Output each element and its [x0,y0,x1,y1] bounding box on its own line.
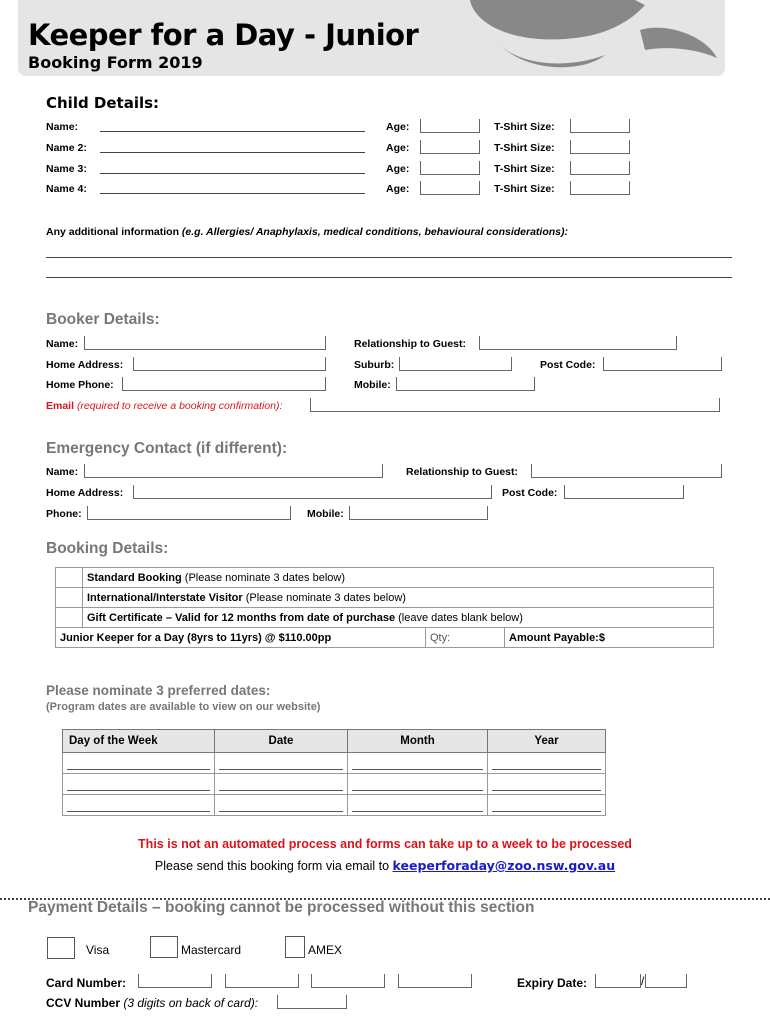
dates-table [62,729,606,816]
mastercard-checkbox[interactable] [150,936,178,958]
send-instructions: Please send this booking form via email to keeperforaday@zoo.nsw.gov.au [154,858,616,873]
emergency-phone-label: Phone: [46,508,82,520]
mastercard-label: Mastercard [181,943,242,957]
additional-info-label: Any additional information (e.g. Allergies/ Anaphylaxis, medical conditions, behavioural considerations): [46,226,568,238]
booking-option-checkbox[interactable] [56,588,83,608]
booking-product-row [56,628,714,648]
booking-option-label: Gift Certificate – Valid for 12 months from date of purchase (leave dates blank below) [83,608,714,628]
dates-subheading: (Program dates are available to view on our website) [46,701,321,713]
child-tshirt-label: T-Shirt Size: [494,163,555,175]
booker-address-field[interactable] [133,357,326,371]
child-tshirt-field[interactable] [570,181,630,195]
child-name-field[interactable] [100,181,365,194]
date-input[interactable] [492,798,601,812]
booker-name-label: Name: [46,338,79,350]
booker-postcode-label: Post Code: [540,359,596,371]
zoo-logo-graphic [455,0,720,72]
booking-option-label: International/Interstate Visitor (Please nominate 3 dates below) [83,588,714,608]
date-input[interactable] [352,798,483,812]
booker-phone-label: Home Phone: [46,379,114,391]
booker-address-label: Home Address: [46,359,124,371]
child-age-label: Age: [386,142,410,154]
child-name-field[interactable] [100,161,365,174]
card-number-group-1[interactable] [138,974,212,988]
date-input[interactable] [352,777,483,791]
dates-header-row [63,730,606,753]
emergency-phone-field[interactable] [87,506,291,520]
booker-email-label: Email (required to receive a booking confirmation): [46,400,283,412]
booker-postcode-field[interactable] [603,357,722,371]
child-age-label: Age: [386,183,410,195]
col-year: Year [488,730,606,753]
emergency-address-field[interactable] [133,485,492,499]
additional-info-line-1[interactable] [46,245,732,258]
date-input[interactable] [219,756,343,770]
date-input[interactable] [492,777,601,791]
child-name-label: Name 4: [46,183,87,195]
emergency-name-field[interactable] [84,464,383,478]
date-input[interactable] [67,777,210,791]
expiry-year-field[interactable] [645,974,687,988]
child-tshirt-field[interactable] [570,161,630,175]
child-name-label: Name 3: [46,163,87,175]
child-age-label: Age: [386,121,410,133]
expiry-separator: / [641,974,645,988]
booking-amount-label[interactable]: Amount Payable:$ [505,628,714,648]
child-tshirt-field[interactable] [570,119,630,133]
booker-name-field[interactable] [84,336,326,350]
booker-relationship-label: Relationship to Guest: [354,338,467,350]
date-input[interactable] [219,798,343,812]
child-name-field[interactable] [100,140,365,153]
card-number-group-4[interactable] [398,974,472,988]
child-name-field[interactable] [100,119,365,132]
processing-warning: This is not an automated process and forms can take up to a week to be processed [138,837,632,851]
booker-mobile-label: Mobile: [354,379,391,391]
child-details-heading: Child Details: [46,94,160,112]
booking-option-row [56,588,714,608]
page-title: Keeper for a Day - Junior [28,18,419,52]
card-number-group-2[interactable] [225,974,299,988]
emergency-relationship-field[interactable] [531,464,722,478]
child-tshirt-field[interactable] [570,140,630,154]
child-age-field[interactable] [420,119,480,133]
payment-heading: Payment Details – booking cannot be processed without this section [28,899,535,916]
child-age-label: Age: [386,163,410,175]
expiry-label: Expiry Date: [517,976,588,990]
booker-email-field[interactable] [310,398,720,412]
email-link[interactable]: keeperforaday@zoo.nsw.gov.au [392,858,616,873]
col-month: Month [348,730,488,753]
date-input[interactable] [352,756,483,770]
booking-option-label: Standard Booking (Please nominate 3 dates below) [83,568,714,588]
child-tshirt-label: T-Shirt Size: [494,142,555,154]
booker-mobile-field[interactable] [396,377,535,391]
booker-relationship-field[interactable] [479,336,677,350]
child-name-label: Name 2: [46,142,87,154]
emergency-relationship-label: Relationship to Guest: [406,466,519,478]
booking-product-label: Junior Keeper for a Day (8yrs to 11yrs) @ $110.00pp [56,628,426,648]
booker-suburb-label: Suburb: [354,359,395,371]
emergency-postcode-field[interactable] [564,485,684,499]
amex-checkbox[interactable] [285,936,305,958]
booking-option-row [56,568,714,588]
emergency-mobile-field[interactable] [349,506,488,520]
emergency-mobile-label: Mobile: [307,508,344,520]
child-name-label: Name: [46,121,79,133]
booking-qty-label: Qty: [426,628,505,648]
emergency-postcode-label: Post Code: [502,487,558,499]
emergency-address-label: Home Address: [46,487,124,499]
date-input[interactable] [67,798,210,812]
dates-row [63,774,606,795]
child-age-field[interactable] [420,181,480,195]
page-subtitle: Booking Form 2019 [28,53,203,72]
booking-details-heading: Booking Details: [46,540,169,557]
emergency-heading: Emergency Contact (if different): [46,440,288,457]
date-input[interactable] [219,777,343,791]
visa-label: Visa [86,943,110,957]
child-age-field[interactable] [420,161,480,175]
booking-option-checkbox[interactable] [56,568,83,588]
amex-label: AMEX [308,943,343,957]
card-number-label: Card Number: [46,976,127,990]
ccv-label: CCV Number (3 digits on back of card): [46,996,259,1010]
child-age-field[interactable] [420,140,480,154]
booker-phone-field[interactable] [122,377,326,391]
dates-heading: Please nominate 3 preferred dates: [46,683,271,698]
expiry-month-field[interactable] [595,974,641,988]
booking-option-checkbox[interactable] [56,608,83,628]
booker-details-heading: Booker Details: [46,311,160,328]
child-tshirt-label: T-Shirt Size: [494,121,555,133]
booker-suburb-field[interactable] [399,357,512,371]
child-tshirt-label: T-Shirt Size: [494,183,555,195]
col-date: Date [215,730,348,753]
col-day-of-week: Day of the Week [63,730,215,753]
emergency-name-label: Name: [46,466,79,478]
additional-info-line-2[interactable] [46,265,732,278]
dates-row [63,753,606,774]
card-number-group-3[interactable] [311,974,385,988]
ccv-field[interactable] [277,995,347,1009]
dates-row [63,795,606,816]
date-input[interactable] [67,756,210,770]
date-input[interactable] [492,756,601,770]
visa-checkbox[interactable] [47,937,75,959]
booking-option-row [56,608,714,628]
booking-options-table [55,567,714,648]
